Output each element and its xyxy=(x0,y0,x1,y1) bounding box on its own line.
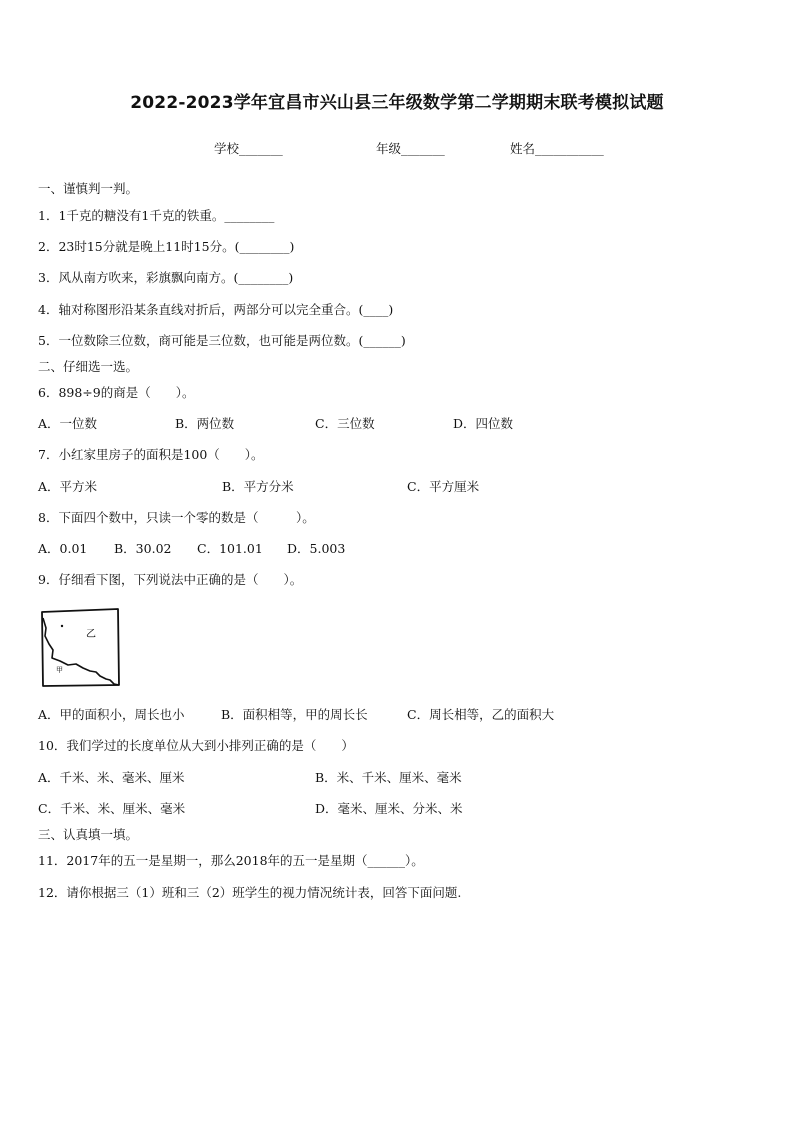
question-4: 4．轴对称图形沿某条直线对折后，两部分可以完全重合。(____) xyxy=(38,302,394,317)
option-d: D．5.003 xyxy=(287,541,346,556)
question-7: 7．小红家里房子的面积是100（ ）。 xyxy=(38,447,264,462)
question-2: 2．23时15分就是晚上11时15分。(________) xyxy=(38,239,295,254)
question-5: 5．一位数除三位数，商可能是三位数，也可能是两位数。(______) xyxy=(38,333,406,348)
dividing-line xyxy=(43,618,119,685)
option-b: B．平方分米 xyxy=(222,479,294,494)
option-d: D．毫米、厘米、分米、米 xyxy=(315,801,463,816)
question-1: 1．1千克的糖没有1千克的铁重。________ xyxy=(38,208,275,223)
question-10: 10．我们学过的长度单位从大到小排列正确的是（ ） xyxy=(38,738,354,753)
option-b: B．面积相等，甲的周长长 xyxy=(221,707,368,722)
shape-figure xyxy=(38,606,124,690)
dot-mark xyxy=(61,625,63,627)
option-c: C．平方厘米 xyxy=(407,479,480,494)
section-heading: 二、仔细选一选。 xyxy=(38,359,139,374)
question-6: 6．898÷9的商是（ ）。 xyxy=(38,385,195,400)
option-a: A．平方米 xyxy=(38,479,98,494)
question-8: 8．下面四个数中，只读一个零的数是（ ）。 xyxy=(38,510,315,525)
option-b: B．30.02 xyxy=(114,541,172,556)
question-3: 3．风从南方吹来，彩旗飘向南方。(________) xyxy=(38,270,294,285)
option-a: A．甲的面积小，周长也小 xyxy=(38,707,185,722)
exam-title: 2022-2023学年宜昌市兴山县三年级数学第二学期期末联考模拟试题 xyxy=(130,93,664,113)
option-c: C．101.01 xyxy=(197,541,263,556)
option-a: A．一位数 xyxy=(38,416,98,431)
option-a: A．0.01 xyxy=(38,541,88,556)
grade-field[interactable]: 年级_______ xyxy=(376,141,445,156)
option-c: C．三位数 xyxy=(315,416,375,431)
question-9: 9．仔细看下图，下列说法中正确的是（ ）。 xyxy=(38,572,303,587)
option-a: A．千米、米、毫米、厘米 xyxy=(38,770,185,785)
section-heading: 一、谨慎判一判。 xyxy=(38,181,139,196)
option-b: B．两位数 xyxy=(175,416,235,431)
section-heading: 三、认真填一填。 xyxy=(38,827,139,842)
option-c: C．千米、米、厘米、毫米 xyxy=(38,801,186,816)
label-jia: 甲 xyxy=(56,666,63,674)
square-outline xyxy=(42,609,119,686)
name-field[interactable]: 姓名___________ xyxy=(510,141,604,156)
label-yi: 乙 xyxy=(86,629,96,640)
school-field[interactable]: 学校_______ xyxy=(214,141,283,156)
question-12: 12．请你根据三（1）班和三（2）班学生的视力情况统计表，回答下面问题. xyxy=(38,885,462,900)
option-c: C．周长相等，乙的面积大 xyxy=(407,707,555,722)
option-d: D．四位数 xyxy=(453,416,514,431)
question-11: 11．2017年的五一是星期一，那么2018年的五一是星期（______）。 xyxy=(38,853,424,868)
option-b: B．米、千米、厘米、毫米 xyxy=(315,770,462,785)
